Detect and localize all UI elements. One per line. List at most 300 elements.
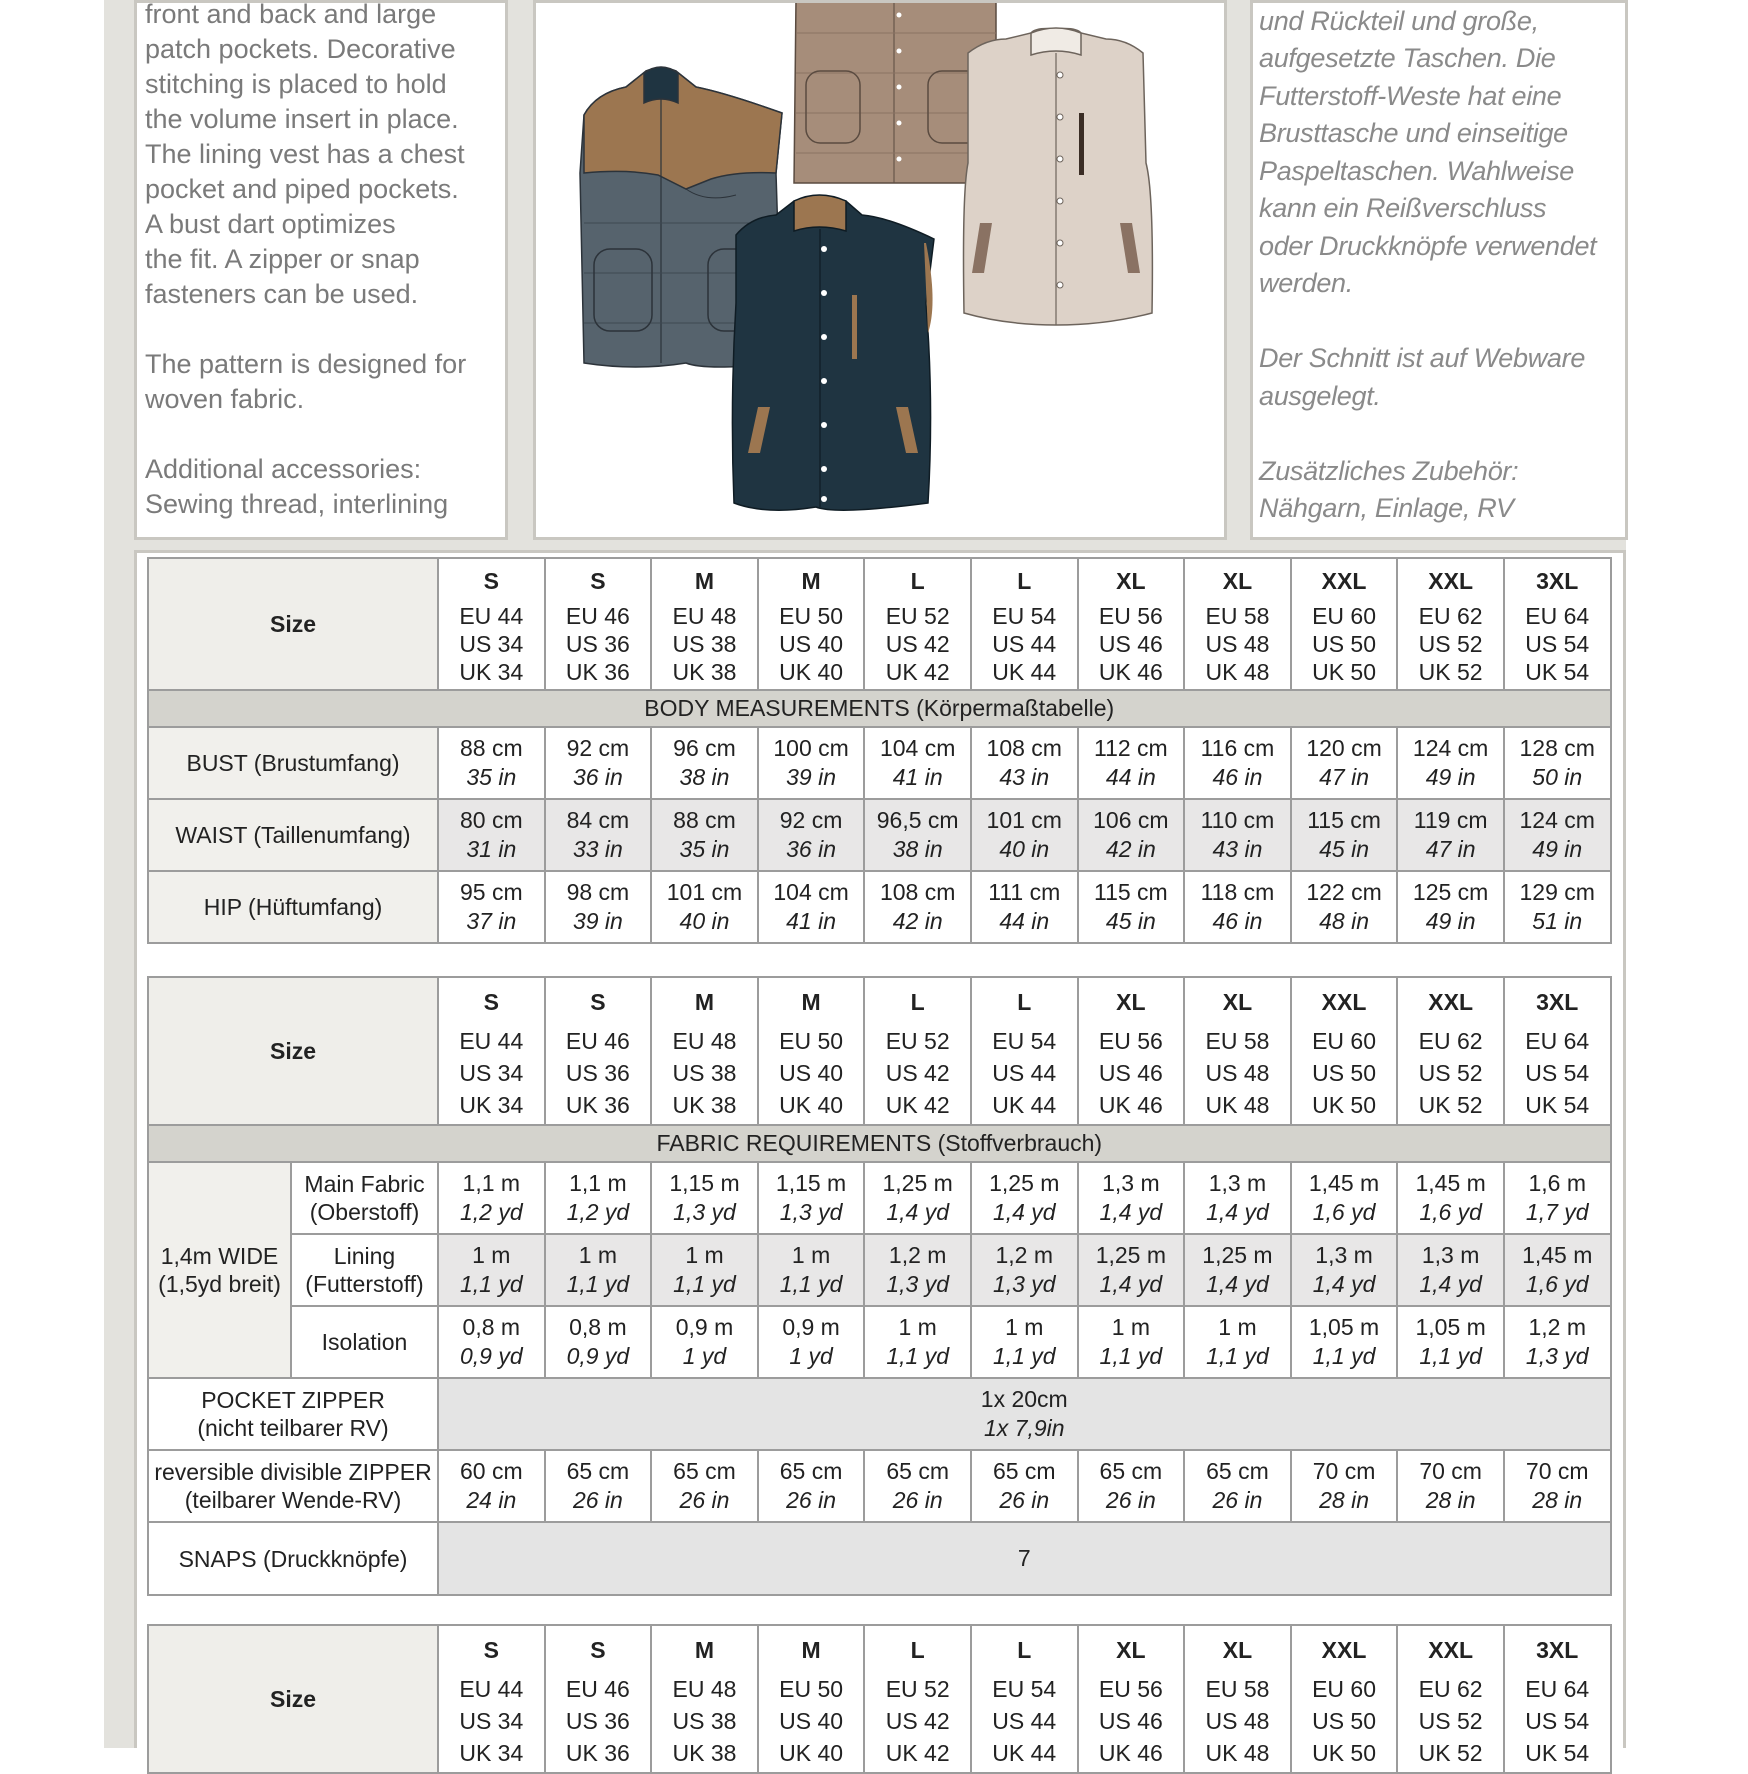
imperial-value: 26 in (892, 1487, 943, 1513)
size-us: US 38 (672, 1708, 737, 1734)
fabric-width-label (148, 1162, 291, 1378)
size-column-header (1504, 977, 1611, 1125)
size-letter: S (483, 1637, 499, 1663)
value-cell (1397, 727, 1504, 799)
size-letter: XXL (1321, 1637, 1367, 1663)
metric-value: 110 cm (1200, 807, 1275, 833)
metric-value: 1,2 m (1528, 1314, 1586, 1340)
size-uk: UK 42 (885, 1092, 950, 1118)
imperial-value: 43 in (999, 764, 1050, 790)
size-letter: L (910, 568, 925, 594)
metric-value: 1,6 m (1528, 1170, 1586, 1196)
imperial-value: 1,7 yd (1525, 1199, 1589, 1225)
imperial-value: 49 in (1425, 764, 1476, 790)
size-uk: UK 38 (672, 1092, 737, 1118)
value-cell (971, 1450, 1078, 1522)
metric-value: 1,05 m (1415, 1314, 1486, 1340)
size-us: US 34 (459, 631, 524, 657)
imperial-value: 48 in (1319, 908, 1369, 934)
size-uk: UK 54 (1525, 1740, 1590, 1766)
size-eu: EU 48 (672, 1028, 737, 1054)
description-german-panel (1250, 0, 1628, 540)
metric-value: 70 cm (1312, 1458, 1376, 1484)
value-cell (438, 871, 545, 943)
size-eu: EU 56 (1098, 1676, 1163, 1702)
body-measurements-band: BODY MEASUREMENTS (Körpermaßtabelle) (148, 690, 1611, 727)
size-eu: EU 46 (565, 1676, 630, 1702)
value-cell (545, 727, 652, 799)
fabric-width-line: 1,4m WIDE (160, 1243, 279, 1269)
size-letter: 3XL (1536, 568, 1579, 594)
size-letter: XXL (1428, 568, 1473, 594)
imperial-value: 1,1 yd (886, 1343, 949, 1369)
metric-value: 65 cm (992, 1458, 1056, 1484)
size-column-header (651, 977, 758, 1125)
size-eu: EU 52 (885, 603, 950, 629)
metric-value: 65 cm (779, 1458, 843, 1484)
size-table-3 (147, 1624, 1612, 1774)
value-cell (864, 1306, 971, 1378)
description-de-line: oder Druckknöpfe verwendet (1259, 231, 1597, 261)
value-cell (1184, 871, 1291, 943)
imperial-value: 28 in (1319, 1487, 1369, 1513)
reversible-zipper-label-line: reversible divisible ZIPPER (154, 1459, 432, 1485)
snaps-label: SNAPS (Druckknöpfe) (148, 1522, 438, 1595)
description-de-line: Zusätzliches Zubehör: (1259, 456, 1519, 486)
imperial-value: 1,3 yd (886, 1271, 949, 1297)
imperial-value: 36 in (786, 836, 837, 862)
size-column-header (1078, 1625, 1185, 1773)
size-eu: EU 58 (1205, 603, 1270, 629)
value-cell (1184, 1450, 1291, 1522)
imperial-value: 1,1 yd (673, 1271, 736, 1297)
imperial-value: 49 in (1532, 836, 1583, 862)
size-column-header (545, 977, 652, 1125)
metric-value: 115 cm (1094, 879, 1168, 905)
vest-illustration-panel (533, 0, 1227, 540)
size-column-header (758, 977, 865, 1125)
size-uk: UK 50 (1312, 659, 1377, 685)
metric-value: 101 cm (666, 879, 743, 905)
value-cell (651, 1306, 758, 1378)
value-cell (758, 1234, 865, 1306)
section-band-row (148, 690, 1611, 727)
size-us: US 38 (672, 1060, 737, 1086)
size-letter: XXL (1321, 568, 1367, 594)
metric-value: 95 cm (459, 879, 523, 905)
imperial-value: 39 in (572, 908, 623, 934)
description-en-line: patch pockets. Decorative (145, 34, 456, 64)
size-eu: EU 48 (672, 1676, 737, 1702)
size-letter: L (1017, 989, 1032, 1015)
description-en-line: the volume insert in place. (145, 104, 459, 134)
size-column-header (1397, 558, 1504, 690)
size-us: US 44 (992, 631, 1057, 657)
size-eu: EU 48 (672, 603, 737, 629)
size-header-row (148, 1625, 1611, 1773)
size-header-row (148, 977, 1611, 1125)
size-letter: XL (1222, 568, 1253, 594)
value-cell (1504, 1450, 1611, 1522)
size-uk: UK 48 (1205, 659, 1270, 685)
description-en-line: stitching is placed to hold (145, 69, 447, 99)
size-column-header (864, 558, 971, 690)
imperial-value: 49 in (1425, 908, 1476, 934)
snaps-value: 7 (438, 1522, 1611, 1595)
size-us: US 42 (885, 1060, 950, 1086)
description-de-line: kann ein Reißverschluss (1259, 193, 1547, 223)
metric-value: 1,15 m (669, 1170, 740, 1196)
size-us: US 46 (1098, 631, 1163, 657)
size-us: US 48 (1205, 631, 1270, 657)
size-column-header (1078, 977, 1185, 1125)
size-us: US 52 (1418, 1060, 1483, 1086)
value-cell (1078, 1234, 1185, 1306)
size-us: US 40 (779, 1060, 844, 1086)
value-cell (1291, 1162, 1398, 1234)
fabric-type-label (291, 1234, 438, 1306)
size-uk: UK 34 (459, 659, 524, 685)
imperial-value: 26 in (1105, 1487, 1156, 1513)
size-eu: EU 64 (1525, 1676, 1590, 1702)
size-column-header (1291, 558, 1398, 690)
metric-value: 106 cm (1093, 807, 1169, 833)
value-cell (651, 1450, 758, 1522)
size-letter: XL (1116, 989, 1146, 1015)
metric-value: 70 cm (1419, 1458, 1482, 1484)
value-cell (651, 727, 758, 799)
size-eu: EU 58 (1205, 1676, 1270, 1702)
size-letter: S (590, 568, 606, 594)
value-cell (1291, 799, 1398, 871)
description-en-line: The lining vest has a chest (145, 139, 465, 169)
imperial-value: 1,1 yd (992, 1343, 1056, 1369)
metric-value: 1,25 m (989, 1170, 1060, 1196)
size-eu: EU 50 (779, 1676, 844, 1702)
beige-vest-drawing (964, 28, 1153, 325)
imperial-value: 1,3 yd (1525, 1343, 1589, 1369)
metric-value: 104 cm (773, 879, 849, 905)
size-eu: EU 62 (1418, 603, 1483, 629)
value-cell (1291, 1234, 1398, 1306)
value-cell (1184, 1234, 1291, 1306)
value-cell (1397, 1306, 1504, 1378)
size-uk: UK 36 (565, 1740, 630, 1766)
metric-value: 122 cm (1306, 879, 1382, 905)
size-us: US 52 (1418, 1708, 1483, 1734)
body-measurements-table (147, 557, 1612, 944)
metric-value: 111 cm (988, 879, 1061, 905)
size-uk: UK 48 (1205, 1092, 1270, 1118)
value-cell (438, 1306, 545, 1378)
size-column-header (1078, 558, 1185, 690)
imperial-value: 1 yd (789, 1343, 833, 1369)
metric-value: 1,3 m (1421, 1242, 1480, 1268)
measurement-row (148, 727, 1611, 799)
taupe-vest-drawing (794, 3, 996, 183)
metric-value: 124 cm (1412, 735, 1489, 761)
size-letter: XL (1116, 568, 1146, 594)
description-english-panel (134, 0, 508, 540)
size-uk: UK 34 (459, 1092, 524, 1118)
size-us: US 50 (1312, 1708, 1377, 1734)
size-us: US 40 (779, 631, 844, 657)
value-cell (545, 871, 652, 943)
size-column-header (1397, 977, 1504, 1125)
metric-value: 1,2 m (888, 1242, 947, 1268)
metric-value: 101 cm (986, 807, 1062, 833)
imperial-value: 45 in (1105, 908, 1156, 934)
value-cell (1504, 1306, 1611, 1378)
value-cell (971, 871, 1078, 943)
size-eu: EU 54 (992, 1028, 1057, 1054)
size-uk: UK 46 (1098, 1092, 1163, 1118)
imperial-value: 0,9 yd (566, 1343, 630, 1369)
value-cell (1504, 1162, 1611, 1234)
size-eu: EU 44 (459, 1676, 524, 1702)
size-uk: UK 40 (779, 659, 844, 685)
size-letter: M (801, 989, 821, 1015)
size-column-header (1184, 977, 1291, 1125)
value-cell (1078, 1162, 1185, 1234)
size-column-header (438, 977, 545, 1125)
reversible-zipper-row (148, 1450, 1611, 1522)
size-us: US 44 (992, 1060, 1057, 1086)
size-letter: M (801, 568, 821, 594)
metric-value: 65 cm (1206, 1458, 1269, 1484)
size-letter: L (910, 989, 925, 1015)
size-eu: EU 60 (1312, 1676, 1377, 1702)
metric-value: 108 cm (879, 879, 956, 905)
imperial-value: 1,4 yd (992, 1199, 1056, 1225)
metric-value: 108 cm (986, 735, 1062, 761)
description-en-line: The pattern is designed for (145, 349, 467, 379)
imperial-value: 26 in (786, 1487, 837, 1513)
metric-value: 0,9 m (675, 1314, 734, 1340)
size-column-header (1184, 1625, 1291, 1773)
size-letter: S (483, 568, 499, 594)
size-eu: EU 60 (1312, 603, 1377, 629)
value-cell (971, 1162, 1078, 1234)
metric-value: 65 cm (886, 1458, 949, 1484)
value-cell (438, 1234, 545, 1306)
fabric-type-line: (Oberstoff) (309, 1199, 420, 1225)
size-uk: UK 42 (885, 1740, 950, 1766)
value-cell (1291, 1450, 1398, 1522)
description-en-line: front and back and large (145, 0, 437, 29)
value-cell (1078, 1450, 1185, 1522)
metric-value: 96 cm (673, 735, 736, 761)
metric-value: 96,5 cm (876, 807, 959, 833)
size-uk: UK 52 (1418, 659, 1483, 685)
imperial-value: 26 in (999, 1487, 1050, 1513)
description-de-line: Futterstoff-Weste hat eine (1259, 81, 1562, 111)
metric-value: 115 cm (1307, 807, 1381, 833)
value-cell (1504, 1234, 1611, 1306)
measurement-row (148, 799, 1611, 871)
size-uk: UK 54 (1525, 1092, 1590, 1118)
description-de-line: aufgesetzte Taschen. Die (1259, 43, 1556, 73)
imperial-value: 41 in (786, 908, 837, 934)
size-uk: UK 52 (1418, 1740, 1483, 1766)
size-us: US 44 (992, 1708, 1057, 1734)
imperial-value: 38 in (679, 764, 730, 790)
size-column-header (438, 1625, 545, 1773)
value-cell (971, 799, 1078, 871)
value-cell (864, 799, 971, 871)
value-cell (758, 1306, 865, 1378)
vest-illustrations (536, 3, 1224, 537)
metric-value: 88 cm (673, 807, 736, 833)
metric-value: 119 cm (1413, 807, 1488, 833)
value-cell (1184, 799, 1291, 871)
imperial-value: 1,4 yd (886, 1199, 949, 1225)
value-cell (545, 1306, 652, 1378)
size-column-header (651, 558, 758, 690)
size-us: US 48 (1205, 1708, 1270, 1734)
metric-value: 1,25 m (1095, 1242, 1167, 1268)
size-us: US 50 (1312, 631, 1377, 657)
size-us: US 46 (1098, 1708, 1163, 1734)
imperial-value: 46 in (1212, 764, 1263, 790)
value-cell (1397, 1234, 1504, 1306)
size-column-header (1397, 1625, 1504, 1773)
navy-vest-drawing (732, 195, 934, 510)
fabric-type-line: Isolation (321, 1329, 408, 1355)
value-cell (1078, 1306, 1185, 1378)
size-uk: UK 48 (1205, 1740, 1270, 1766)
value-cell (1291, 1306, 1398, 1378)
description-de-line: Brusttasche und einseitige (1259, 118, 1568, 148)
value-cell (1397, 1450, 1504, 1522)
description-en-line: Sewing thread, interlining (145, 489, 449, 519)
metric-value: 65 cm (566, 1458, 630, 1484)
value-cell (438, 1450, 545, 1522)
value-cell (971, 1306, 1078, 1378)
imperial-value: 44 in (999, 908, 1050, 934)
imperial-value: 35 in (466, 764, 517, 790)
value-cell (651, 1162, 758, 1234)
imperial-value: 1,6 yd (1525, 1271, 1589, 1297)
imperial-value: 37 in (466, 908, 517, 934)
size-column-header (545, 1625, 652, 1773)
metric-value: 1,3 m (1102, 1170, 1160, 1196)
imperial-value: 1,1 yd (1206, 1343, 1269, 1369)
fabric-type-line: Main Fabric (304, 1171, 425, 1197)
value-cell (651, 799, 758, 871)
size-us: US 48 (1205, 1060, 1270, 1086)
size-column-header (1504, 1625, 1611, 1773)
metric-value: 0,8 m (569, 1314, 627, 1340)
value-cell (651, 1234, 758, 1306)
size-uk: UK 38 (672, 1740, 737, 1766)
description-en-line: pocket and piped pockets. (145, 174, 459, 204)
description-en-line: the fit. A zipper or snap (145, 244, 420, 274)
imperial-value: 50 in (1532, 764, 1583, 790)
size-us: US 36 (565, 1708, 630, 1734)
pocket-zipper-label-line: POCKET ZIPPER (201, 1387, 385, 1413)
size-us: US 36 (565, 631, 630, 657)
metric-value: 1 m (578, 1242, 618, 1268)
fabric-type-label (291, 1162, 438, 1234)
size-letter: XL (1222, 1637, 1253, 1663)
metric-value: 100 cm (773, 735, 849, 761)
size-us: US 46 (1098, 1060, 1163, 1086)
metric-value: 84 cm (566, 807, 630, 833)
size-uk: UK 44 (992, 1740, 1057, 1766)
value-cell (1504, 727, 1611, 799)
size-eu: EU 50 (779, 603, 844, 629)
value-cell (971, 727, 1078, 799)
size-eu: EU 64 (1525, 1028, 1590, 1054)
description-en-line: A bust dart optimizes (145, 209, 396, 239)
imperial-value: 47 in (1425, 836, 1476, 862)
imperial-value: 1,6 yd (1312, 1199, 1376, 1225)
size-us: US 36 (565, 1060, 630, 1086)
fabric-width-line: (1,5yd breit) (158, 1271, 281, 1297)
imperial-value: 28 in (1532, 1487, 1583, 1513)
imperial-value: 1,1 yd (779, 1271, 843, 1297)
value-cell (1184, 1306, 1291, 1378)
size-us: US 34 (459, 1060, 524, 1086)
imperial-value: 1,4 yd (1099, 1271, 1163, 1297)
size-eu: EU 50 (779, 1028, 844, 1054)
value-cell (758, 871, 865, 943)
reversible-zipper-label-line: (teilbarer Wende-RV) (184, 1487, 402, 1513)
imperial-value: 26 in (572, 1487, 623, 1513)
size-uk: UK 44 (992, 659, 1057, 685)
size-column-header (1184, 558, 1291, 690)
size-column-header (758, 1625, 865, 1773)
size-us: US 54 (1525, 1060, 1590, 1086)
imperial-value: 1,1 yd (566, 1271, 630, 1297)
size-eu: EU 44 (459, 603, 524, 629)
metric-value: 92 cm (566, 735, 630, 761)
value-cell (1078, 799, 1185, 871)
size-letter: S (590, 989, 606, 1015)
metric-value: 1,15 m (775, 1170, 847, 1196)
size-uk: UK 34 (459, 1740, 524, 1766)
value-cell (1397, 1162, 1504, 1234)
value-cell (864, 1450, 971, 1522)
snaps-row (148, 1522, 1611, 1595)
size-letter: L (1017, 568, 1032, 594)
fabric-row (148, 1162, 1611, 1234)
metric-value: 125 cm (1412, 879, 1489, 905)
pocket-zipper-label-line: (nicht teilbarer RV) (197, 1415, 389, 1441)
size-uk: UK 50 (1312, 1740, 1377, 1766)
metric-value: 1 m (1218, 1314, 1257, 1340)
metric-value: 104 cm (879, 735, 956, 761)
size-letter: XXL (1428, 1637, 1473, 1663)
metric-value: 1,45 m (1308, 1170, 1380, 1196)
metric-value: 98 cm (566, 879, 630, 905)
pocket-zipper-value (438, 1378, 1611, 1450)
description-en-line: fasteners can be used. (145, 279, 419, 309)
value-cell (438, 799, 545, 871)
pocket-zipper-label (148, 1378, 438, 1450)
size-column-header (758, 558, 865, 690)
metric-value: 0,9 m (782, 1314, 840, 1340)
size-us: US 42 (885, 631, 950, 657)
size-letter: S (483, 989, 499, 1015)
metric-value: 92 cm (779, 807, 843, 833)
size-column-header (1291, 1625, 1398, 1773)
imperial-value: 1,1 yd (1312, 1343, 1376, 1369)
size-uk: UK 44 (992, 1092, 1057, 1118)
fabric-type-label (291, 1306, 438, 1378)
imperial-value: 31 in (466, 836, 517, 862)
